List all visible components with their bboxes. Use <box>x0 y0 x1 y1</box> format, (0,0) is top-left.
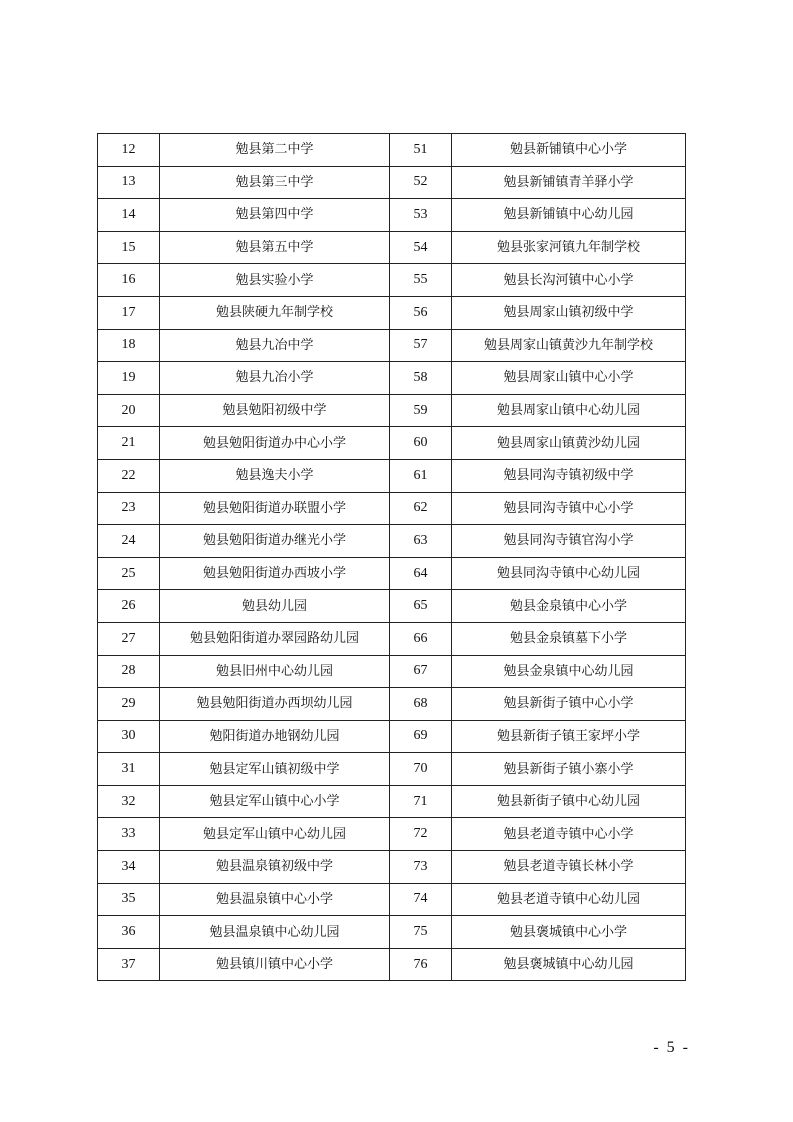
row-number-left: 35 <box>98 883 160 916</box>
school-name-right: 勉县周家山镇中心小学 <box>452 362 686 395</box>
row-number-left: 30 <box>98 720 160 753</box>
row-number-right: 75 <box>390 916 452 949</box>
table-row <box>98 459 686 492</box>
school-name-right: 勉县周家山镇黄沙九年制学校 <box>452 329 686 362</box>
school-name-right: 勉县同沟寺镇官沟小学 <box>452 525 686 558</box>
table-row <box>98 948 686 981</box>
table-row <box>98 590 686 623</box>
row-number-left: 13 <box>98 166 160 199</box>
row-number-left: 33 <box>98 818 160 851</box>
row-number-right: 65 <box>390 590 452 623</box>
school-name-right: 勉县长沟河镇中心小学 <box>452 264 686 297</box>
row-number-left: 22 <box>98 459 160 492</box>
row-number-left: 18 <box>98 329 160 362</box>
table-row <box>98 492 686 525</box>
school-name-left: 勉县实验小学 <box>160 264 390 297</box>
school-name-left: 勉县陕硬九年制学校 <box>160 296 390 329</box>
row-number-left: 16 <box>98 264 160 297</box>
table-row <box>98 720 686 753</box>
school-name-right: 勉县新铺镇中心小学 <box>452 134 686 167</box>
row-number-left: 17 <box>98 296 160 329</box>
school-name-right: 勉县新街子镇中心幼儿园 <box>452 785 686 818</box>
school-name-right: 勉县周家山镇初级中学 <box>452 296 686 329</box>
table-row <box>98 427 686 460</box>
table-row <box>98 753 686 786</box>
table-row <box>98 557 686 590</box>
table-row <box>98 166 686 199</box>
row-number-right: 70 <box>390 753 452 786</box>
table-row <box>98 394 686 427</box>
row-number-left: 37 <box>98 948 160 981</box>
table-row <box>98 134 686 167</box>
school-name-right: 勉县老道寺镇中心幼儿园 <box>452 883 686 916</box>
school-name-left: 勉县勉阳街道办中心小学 <box>160 427 390 460</box>
school-name-left: 勉县温泉镇中心小学 <box>160 883 390 916</box>
table-row <box>98 622 686 655</box>
school-name-left: 勉县逸夫小学 <box>160 459 390 492</box>
school-list-body <box>98 134 686 981</box>
table-row <box>98 296 686 329</box>
school-name-right: 勉县老道寺镇中心小学 <box>452 818 686 851</box>
school-name-left: 勉县第四中学 <box>160 199 390 232</box>
row-number-left: 23 <box>98 492 160 525</box>
row-number-right: 63 <box>390 525 452 558</box>
row-number-right: 76 <box>390 948 452 981</box>
school-name-right: 勉县周家山镇中心幼儿园 <box>452 394 686 427</box>
school-name-left: 勉县勉阳街道办西坡小学 <box>160 557 390 590</box>
row-number-right: 51 <box>390 134 452 167</box>
school-name-left: 勉县定军山镇初级中学 <box>160 753 390 786</box>
school-name-right: 勉县同沟寺镇初级中学 <box>452 459 686 492</box>
school-name-left: 勉县第二中学 <box>160 134 390 167</box>
row-number-right: 64 <box>390 557 452 590</box>
table-row <box>98 851 686 884</box>
row-number-right: 71 <box>390 785 452 818</box>
row-number-right: 60 <box>390 427 452 460</box>
school-name-right: 勉县张家河镇九年制学校 <box>452 231 686 264</box>
school-name-left: 勉阳街道办地钢幼儿园 <box>160 720 390 753</box>
row-number-right: 56 <box>390 296 452 329</box>
row-number-right: 55 <box>390 264 452 297</box>
school-name-left: 勉县勉阳初级中学 <box>160 394 390 427</box>
row-number-left: 24 <box>98 525 160 558</box>
school-name-left: 勉县定军山镇中心小学 <box>160 785 390 818</box>
row-number-left: 21 <box>98 427 160 460</box>
school-name-right: 勉县同沟寺镇中心幼儿园 <box>452 557 686 590</box>
row-number-right: 61 <box>390 459 452 492</box>
row-number-left: 26 <box>98 590 160 623</box>
school-name-left: 勉县第五中学 <box>160 231 390 264</box>
school-name-left: 勉县勉阳街道办翠园路幼儿园 <box>160 622 390 655</box>
school-name-left: 勉县第三中学 <box>160 166 390 199</box>
school-name-right: 勉县周家山镇黄沙幼儿园 <box>452 427 686 460</box>
row-number-left: 12 <box>98 134 160 167</box>
school-name-left: 勉县定军山镇中心幼儿园 <box>160 818 390 851</box>
row-number-right: 69 <box>390 720 452 753</box>
school-name-left: 勉县九冶中学 <box>160 329 390 362</box>
table-row <box>98 818 686 851</box>
table-row <box>98 199 686 232</box>
school-name-left: 勉县勉阳街道办西坝幼儿园 <box>160 688 390 721</box>
school-name-left: 勉县温泉镇中心幼儿园 <box>160 916 390 949</box>
table-row <box>98 231 686 264</box>
row-number-left: 15 <box>98 231 160 264</box>
school-name-right: 勉县金泉镇中心幼儿园 <box>452 655 686 688</box>
row-number-right: 53 <box>390 199 452 232</box>
row-number-right: 66 <box>390 622 452 655</box>
row-number-right: 72 <box>390 818 452 851</box>
row-number-right: 59 <box>390 394 452 427</box>
school-name-right: 勉县新街子镇王家坪小学 <box>452 720 686 753</box>
school-name-right: 勉县新铺镇中心幼儿园 <box>452 199 686 232</box>
row-number-right: 58 <box>390 362 452 395</box>
school-list-table <box>97 133 686 981</box>
row-number-right: 54 <box>390 231 452 264</box>
row-number-right: 73 <box>390 851 452 884</box>
row-number-left: 28 <box>98 655 160 688</box>
row-number-left: 20 <box>98 394 160 427</box>
school-name-left: 勉县九冶小学 <box>160 362 390 395</box>
school-name-right: 勉县新铺镇青羊驿小学 <box>452 166 686 199</box>
table-row <box>98 916 686 949</box>
school-name-left: 勉县勉阳街道办联盟小学 <box>160 492 390 525</box>
table-row <box>98 655 686 688</box>
row-number-right: 62 <box>390 492 452 525</box>
row-number-right: 74 <box>390 883 452 916</box>
school-name-right: 勉县褒城镇中心幼儿园 <box>452 948 686 981</box>
row-number-left: 27 <box>98 622 160 655</box>
school-name-left: 勉县旧州中心幼儿园 <box>160 655 390 688</box>
school-name-right: 勉县褒城镇中心小学 <box>452 916 686 949</box>
page-number: - 5 - <box>653 1039 690 1056</box>
row-number-left: 36 <box>98 916 160 949</box>
row-number-left: 19 <box>98 362 160 395</box>
row-number-left: 34 <box>98 851 160 884</box>
table-row <box>98 883 686 916</box>
row-number-left: 31 <box>98 753 160 786</box>
table-row <box>98 362 686 395</box>
school-name-left: 勉县温泉镇初级中学 <box>160 851 390 884</box>
row-number-right: 57 <box>390 329 452 362</box>
row-number-left: 14 <box>98 199 160 232</box>
table-row <box>98 329 686 362</box>
school-name-right: 勉县新街子镇小寨小学 <box>452 753 686 786</box>
school-name-right: 勉县新街子镇中心小学 <box>452 688 686 721</box>
row-number-right: 67 <box>390 655 452 688</box>
school-name-right: 勉县同沟寺镇中心小学 <box>452 492 686 525</box>
row-number-left: 25 <box>98 557 160 590</box>
row-number-right: 52 <box>390 166 452 199</box>
table-row <box>98 525 686 558</box>
table-row <box>98 264 686 297</box>
row-number-left: 32 <box>98 785 160 818</box>
row-number-right: 68 <box>390 688 452 721</box>
table-row <box>98 688 686 721</box>
table-row <box>98 785 686 818</box>
school-name-left: 勉县勉阳街道办继光小学 <box>160 525 390 558</box>
school-name-left: 勉县镇川镇中心小学 <box>160 948 390 981</box>
school-name-right: 勉县金泉镇中心小学 <box>452 590 686 623</box>
school-name-right: 勉县老道寺镇长林小学 <box>452 851 686 884</box>
school-name-right: 勉县金泉镇墓下小学 <box>452 622 686 655</box>
row-number-left: 29 <box>98 688 160 721</box>
school-name-left: 勉县幼儿园 <box>160 590 390 623</box>
